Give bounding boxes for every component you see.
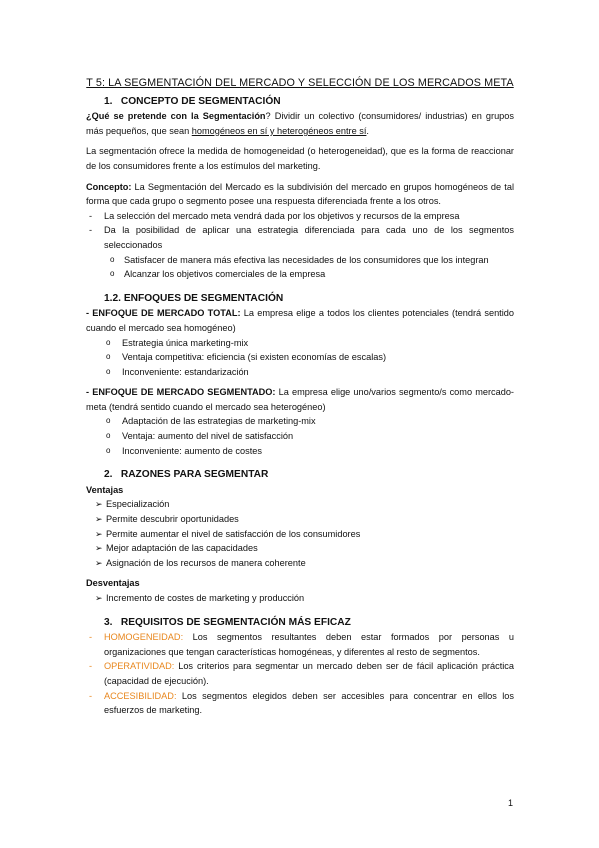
document-title: T 5: LA SEGMENTACIÓN DEL MERCADO Y SELECCIÓN DE LOS MERCADOS META [86, 77, 514, 89]
circle-bullet-icon: o [106, 431, 111, 441]
requirement-text: Los segmentos elegidos deben ser accesibles para concentrar en ellos los esfuerzos de marketing. [104, 690, 514, 716]
segmented-market-label: - ENFOQUE DE MERCADO SEGMENTADO: [86, 387, 276, 398]
list-item [86, 444, 514, 459]
requirement-text: Los criterios para segmentar un mercado deben ser de fácil aplicación práctica (capacidad de ejecución). [104, 661, 514, 686]
circle-bullet-icon: o [110, 254, 115, 264]
arrow-bullet-icon: ➢ [95, 543, 103, 554]
arrow-bullet-icon: ➢ [95, 514, 103, 525]
section-1-number: 1. [104, 95, 113, 107]
advantage-text: Especialización [106, 499, 170, 510]
question-bold: ¿Qué se pretende con la Segmentación [86, 111, 266, 122]
circle-bullet-icon: o [106, 337, 111, 347]
sub-item-text: Estrategia única marketing-mix [122, 337, 249, 348]
arrow-bullet-icon: ➢ [95, 593, 103, 603]
circle-bullet-icon: o [110, 269, 115, 279]
disadvantages-label: Desventajas [86, 578, 140, 589]
sub-item-text: Inconveniente: aumento de costes [122, 445, 262, 456]
list-item [86, 556, 514, 571]
section-3-number: 3. [104, 616, 113, 628]
section-3-heading [86, 616, 514, 631]
segmented-market-paragraph [86, 385, 514, 414]
list-item: - OPERATIVIDAD: Los criterios para segmentar un mercado deben ser de fácil aplicación práctica (capacidad de ejecución). [89, 661, 514, 686]
requirement-label: ACCESIBILIDAD: [104, 690, 177, 701]
sub-item-text: Alcanzar los objetivos comerciales de la empresa [124, 269, 326, 280]
sub-item-text: Inconveniente: estandarización [122, 366, 249, 377]
list-item [86, 267, 514, 282]
arrow-bullet-icon: ➢ [95, 499, 103, 510]
list-item [86, 414, 514, 429]
sub-item-text: Ventaja: aumento del nivel de satisfacción [122, 431, 294, 442]
concept-label: Concepto: [86, 181, 132, 192]
section-2-heading [86, 468, 514, 483]
advantage-text: Permite descubrir oportunidades [106, 514, 239, 525]
question-paragraph [86, 109, 514, 138]
advantage-text: Mejor adaptación de las capacidades [106, 543, 258, 554]
list-item: - HOMOGENEIDAD: Los segmentos resultantes deben estar formados por personas u organizaciones que tengan características homogéneas, y diferentes al resto de segmentos. [89, 632, 514, 657]
concept-paragraph [86, 180, 514, 209]
list-item [86, 336, 514, 351]
list-item [86, 253, 514, 268]
advantage-text: Asignación de los recursos de manera coherente [106, 557, 306, 568]
section-1-2-heading: 1.2. ENFOQUES DE SEGMENTACIÓN [104, 292, 284, 304]
list-item: - Da la posibilidad de aplicar una estrategia diferenciada para cada uno de los segmentos seleccionados [89, 225, 514, 250]
section-1-title: CONCEPTO DE SEGMENTACIÓN [120, 95, 281, 107]
disadvantage-text: Incremento de costes de marketing y producción [106, 593, 305, 603]
requirement-text: Los segmentos resultantes deben estar formados por personas u organizaciones que tengan características homogéneas, y diferentes al resto de segmentos. [104, 632, 514, 657]
list-item [86, 541, 514, 556]
sub-item-text: Satisfacer de manera más efectiva las necesidades de los consumidores que los integran [124, 254, 489, 265]
circle-bullet-icon: o [106, 352, 111, 362]
question-end: . [366, 125, 369, 136]
list-item: - La selección del mercado meta vendrá dada por los objetivos y recursos de la empresa [89, 210, 460, 221]
homogeneity-paragraph: La segmentación ofrece la medida de homogeneidad (o heterogeneidad), que es la forma de reaccionar de los consumidores frente a los estímulos del marketing. [86, 146, 514, 171]
section-2-number: 2. [104, 469, 113, 481]
circle-bullet-icon: o [106, 445, 111, 455]
question-underlined: homogéneos en sí y heterogéneos entre sí [191, 125, 367, 136]
dash-item-text: La selección del mercado meta vendrá dada por los objetivos y recursos de la empresa [104, 210, 460, 221]
list-item [86, 512, 514, 527]
total-market-paragraph [86, 306, 514, 335]
list-item [86, 497, 514, 512]
circle-bullet-icon: o [106, 366, 111, 376]
advantages-label: Ventajas [86, 484, 124, 495]
question-text: ? Dividir un colectivo (consumidores/ industrias) en grupos más pequeños, que sean [86, 111, 514, 136]
page-number: 1 [508, 798, 514, 808]
total-market-text: La empresa elige a todos los clientes potenciales (tendrá sentido cuando el mercado sea homogéneo) [86, 308, 514, 333]
list-item [86, 429, 514, 444]
list-item: - ACCESIBILIDAD: Los segmentos elegidos deben ser accesibles para concentrar en ellos los esfuerzos de marketing. [89, 690, 514, 716]
dash-item-text: Da la posibilidad de aplicar una estrategia diferenciada para cada uno de los segmentos seleccionados [104, 225, 514, 250]
total-market-label: - ENFOQUE DE MERCADO TOTAL: [86, 308, 241, 319]
page-content [86, 76, 514, 718]
list-item [86, 365, 514, 380]
arrow-bullet-icon: ➢ [95, 557, 103, 568]
requirement-label: HOMOGENEIDAD: [104, 632, 184, 643]
list-item [86, 527, 514, 542]
arrow-bullet-icon: ➢ [95, 528, 103, 539]
section-1-heading [86, 95, 514, 110]
sub-item-text: Adaptación de las estrategias de marketing-mix [122, 416, 316, 427]
concept-text: La Segmentación del Mercado es la subdivisión del mercado en grupos homogéneos de tal forma que cada grupo o segmento posee una respuesta diferenciada frente a los otros. [86, 181, 514, 207]
circle-bullet-icon: o [106, 416, 111, 426]
list-item [86, 591, 514, 606]
section-3-title: REQUISITOS DE SEGMENTACIÓN MÁS EFICAZ [120, 616, 351, 628]
segmented-market-text: La empresa elige uno/varios segmento/s como mercado-meta (tendrá sentido cuando el mercado sea heterogéneo) [86, 387, 514, 412]
advantage-text: Permite aumentar el nivel de satisfacción de los consumidores [106, 528, 361, 539]
list-item [86, 350, 514, 365]
sub-item-text: Ventaja competitiva: eficiencia (si existen economías de escalas) [122, 352, 387, 363]
section-2-title: RAZONES PARA SEGMENTAR [120, 469, 269, 481]
requirement-label: OPERATIVIDAD: [104, 661, 175, 672]
